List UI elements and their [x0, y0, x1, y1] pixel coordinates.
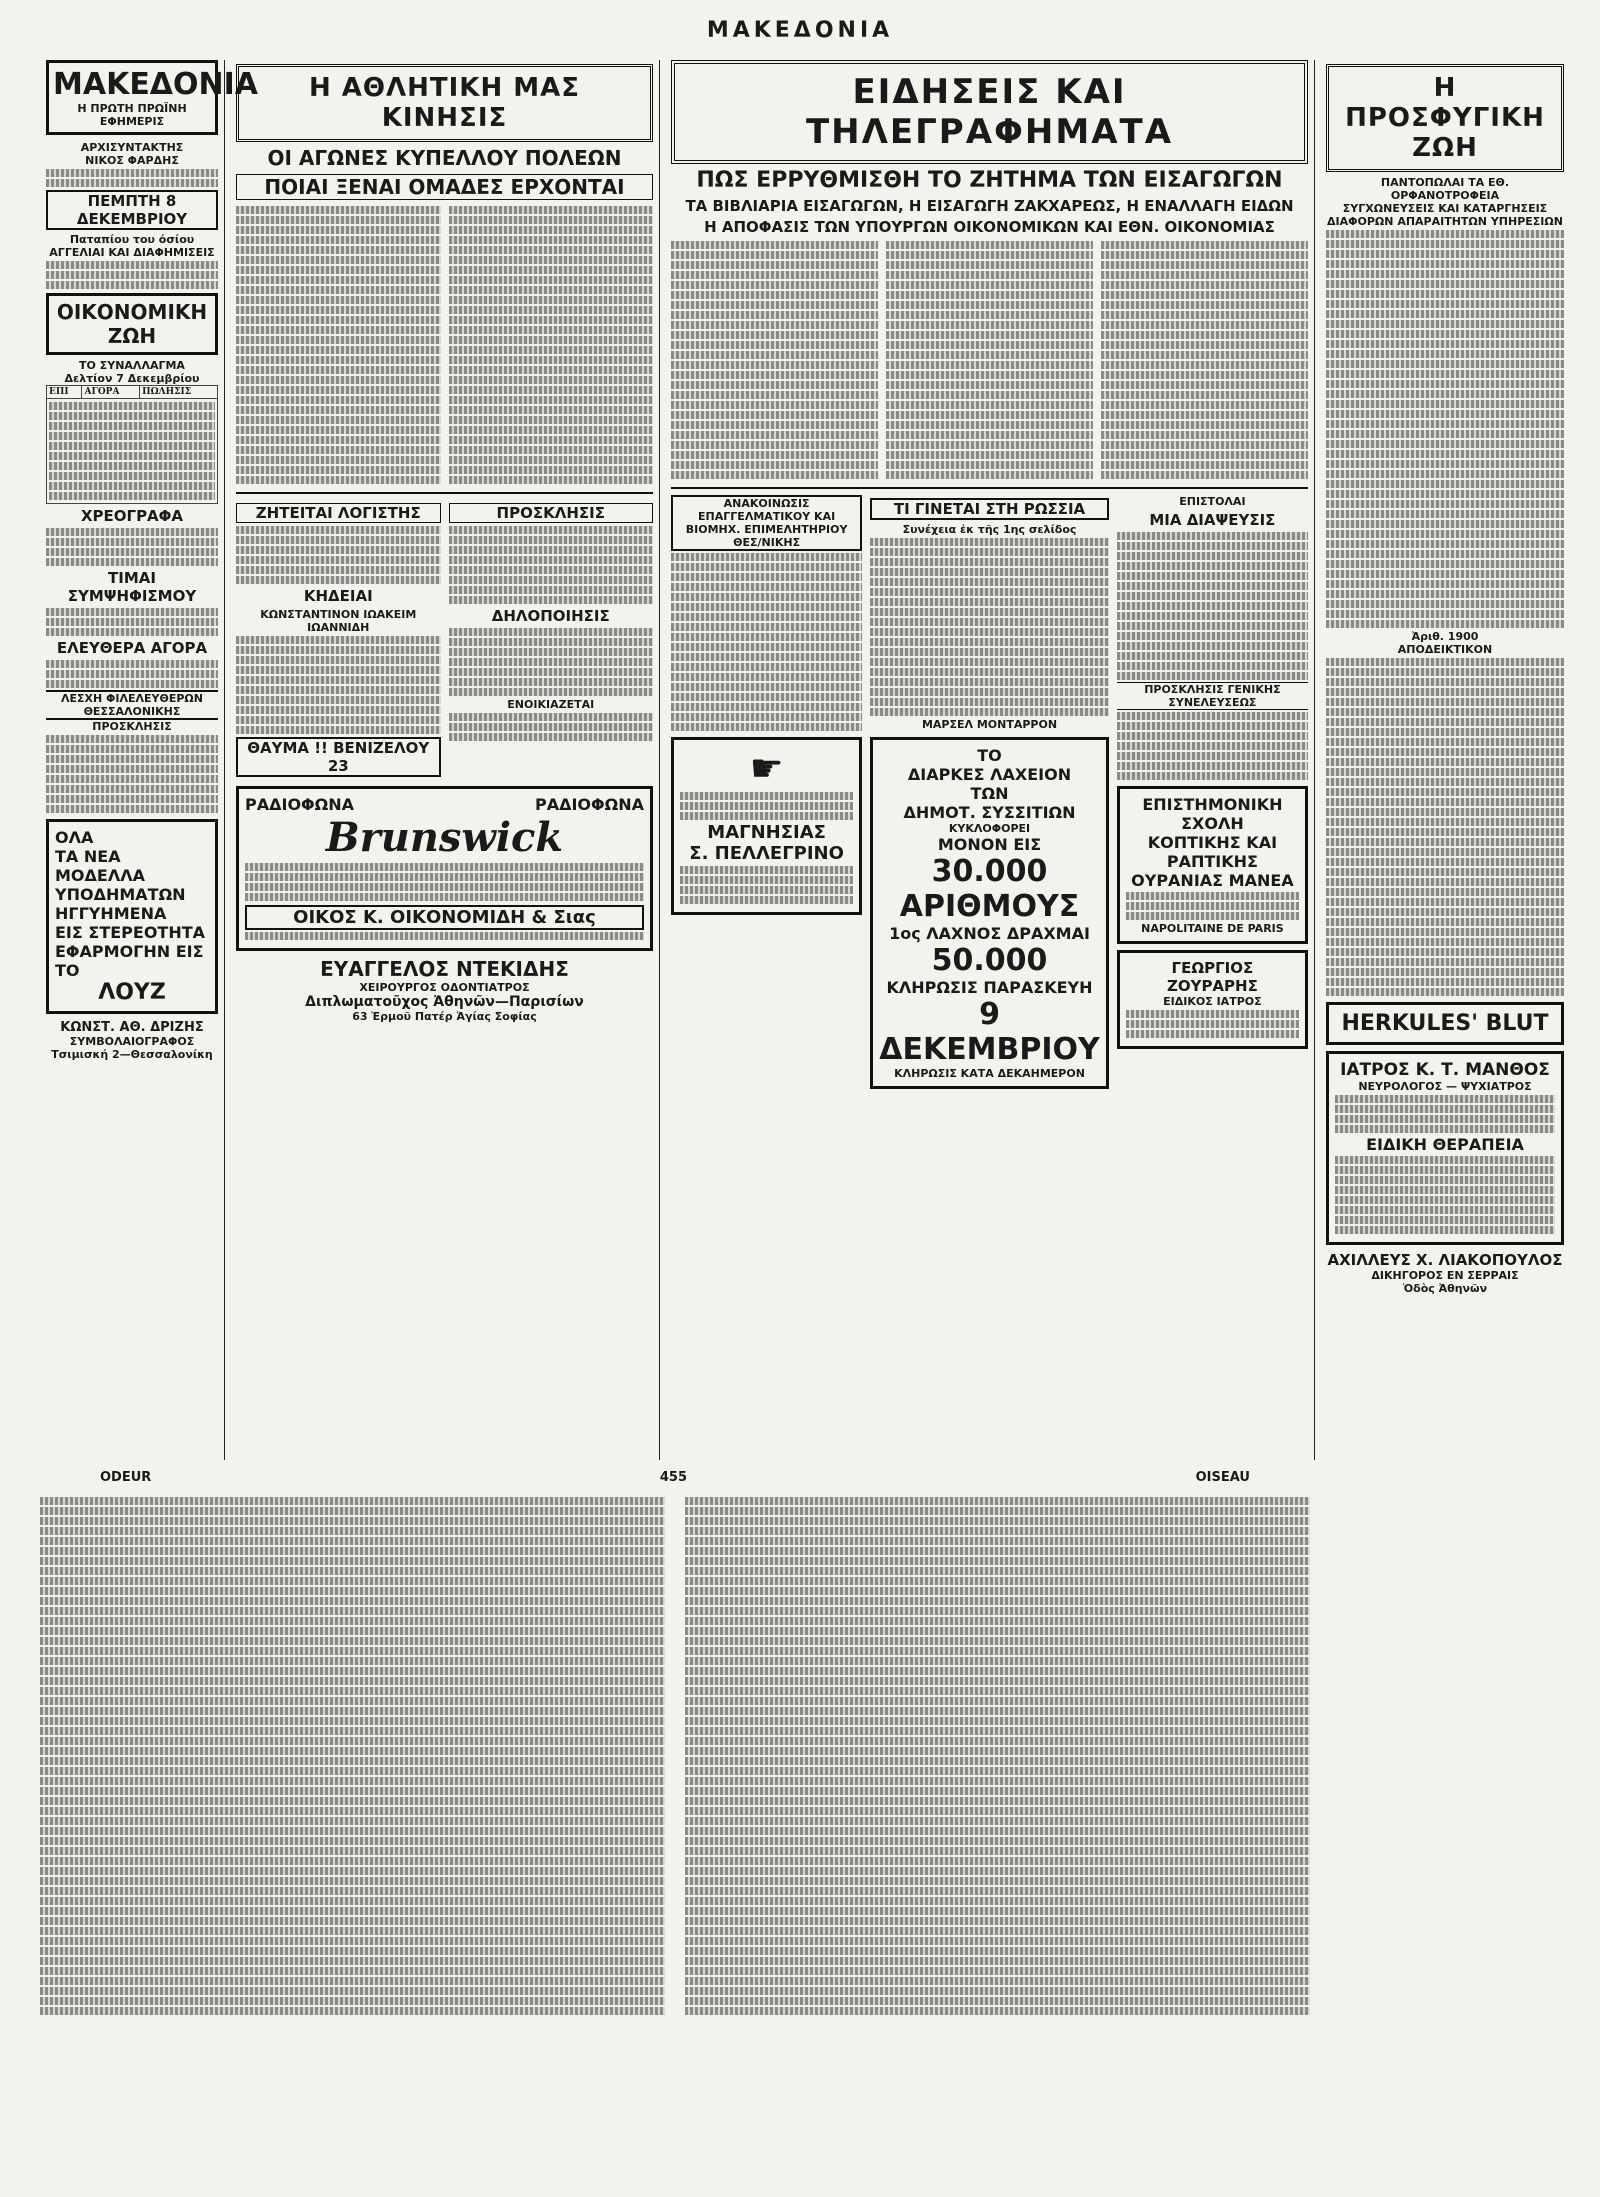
dictionary-page-number: 455 — [659, 1470, 688, 1485]
dictionary-page — [40, 1470, 1310, 2160]
shoe-ad: ΟΛΑ ΤΑ ΝΕΑ ΜΟΔΕΛΛΑ ΥΠΟΔΗΜΑΤΩΝ ΗΓΓΥΗΜΕΝΑ ΕΙΣ ΣΤΕΡΕΟΤΗΤΑ ΕΦΑΡΜΟΓΗΝ ΕΙΣ ΤΟ ΛΟΥΖ — [46, 819, 218, 1014]
news-section-title: ΕΙΔΗΣΕΙΣ ΚΑΙ ΤΗΛΕΓΡΑΦΗΜΑΤΑ — [671, 60, 1308, 164]
sports-section-title: Η ΑΘΛΗΤΙΚΗ ΜΑΣ ΚΙΝΗΣΙΣ — [236, 64, 653, 142]
russia-signature: ΜΑΡΣΕΛ ΜΟΝΤΑΡΡΟΝ — [921, 718, 1058, 731]
wanted-accountant: ΖΗΤΕΙΤΑΙ ΛΟΓΙΣΤΗΣ — [236, 503, 441, 523]
news-decision: Η ΑΠΟΦΑΣΙΣ ΤΩΝ ΥΠΟΥΡΓΩΝ ΟΙΚΟΝΟΜΙΚΩΝ ΚΑΙ ΕΘΝ. ΟΙΚΟΝΟΜΙΑΣ — [704, 218, 1275, 236]
russia-heading: ΤΙ ΓΙΝΕΤΑΙ ΣΤΗ ΡΩΣΣΙΑ — [870, 498, 1109, 520]
radio-firm: ΟΙΚΟΣ Κ. ΟΙΚΟΝΟΜΙΔΗ & Σιας — [245, 905, 644, 930]
dictionary-left-word: ODEUR — [100, 1470, 152, 1485]
bargain-notice: ΘΑΥΜΑ !! ΒΕΝΙΖΕΛΟΥ 23 — [236, 737, 441, 777]
refugee-subheadline: ΣΥΓΧΩΝΕΥΣΕΙΣ ΚΑΙ ΚΑΤΑΡΓΗΣΕΙΣ ΔΙΑΦΟΡΩΝ ΑΠΑΡΑΙΤΗΤΩΝ ΥΠΗΡΕΣΙΩΝ — [1327, 202, 1563, 228]
paper-nameplate — [46, 60, 259, 135]
paper-tagline: Η ΠΡΩΤΗ ΠΡΩΪΝΗ ΕΦΗΜΕΡΙΣ — [77, 102, 187, 128]
statements-heading: ΔΗΛΟΠΟΙΗΣΙΣ — [491, 607, 610, 625]
general-assembly: ΠΡΟΣΚΛΗΣΙΣ ΓΕΝΙΚΗΣ ΣΥΝΕΛΕΥΣΕΩΣ — [1117, 682, 1308, 710]
club-invite: ΠΡΟΣΚΛΗΣΙΣ — [92, 720, 172, 733]
news-subheadline: ΤΑ ΒΙΒΛΙΑΡΙΑ ΕΙΣΑΓΩΓΩΝ, Η ΕΙΣΑΓΩΓΗ ΖΑΚΧΑΡΕΩΣ, Η ΕΝΑΛΛΑΓΗ ΕΙΔΩΝ — [685, 197, 1294, 215]
invite-heading: ΠΡΟΣΚΛΗΣΙΣ — [449, 503, 654, 523]
column-2 — [230, 60, 660, 1460]
lawyer-address: Ὁδὸς Ἀθηνῶν — [1402, 1282, 1488, 1295]
free-market-heading: ΕΛΕΥΘΕΡΑ ΑΓΟΡΑ — [56, 639, 208, 657]
economy-heading: ΟΙΚΟΝΟΜΙΚΗ ΖΩΗ — [46, 293, 218, 355]
notices-heading: ΕΝΟΙΚΙΑΖΕΤΑΙ — [507, 698, 595, 711]
auction-heading: ΑΠΟΔΕΙΚΤΙΚΟΝ — [1397, 643, 1493, 656]
dentist-subtitle: Διπλωματοῦχος Ἀθηνῶν—Παρισίων — [305, 994, 584, 1010]
refugee-headline: ΠΑΝΤΟΠΩΛΑΙ ΤΑ ΕΘ. ΟΡΦΑΝΟΤΡΟΦΕΙΑ — [1380, 176, 1510, 202]
notary-title: ΣΥΜΒΟΛΑΙΟΓΡΑΦΟΣ — [69, 1035, 195, 1048]
saint-day: Παταπίου του όσίου — [69, 233, 195, 246]
column-1 — [40, 60, 259, 1460]
column-3 — [665, 60, 1315, 1460]
masthead: ΜΑΚΕΔΟΝΙΑ — [706, 18, 894, 43]
sports-subheadline: ΠΟΙΑΙ ΞΕΝΑΙ ΟΜΑΔΕΣ ΕΡΧΟΝΤΑΙ — [236, 174, 653, 200]
dictionary-right-word: OISEAU — [1195, 1470, 1250, 1485]
editor-name: ΝΙΚΟΣ ΦΑΡΔΗΣ — [85, 154, 179, 167]
dentist-name: ΕΥΑΓΓΕΛΟΣ ΝΤΕΚΙΔΗΣ — [320, 957, 569, 981]
chamber-notice: ΑΝΑΚΟΙΝΩΣΙΣ ΕΠΑΓΓΕΛΜΑΤΙΚΟΥ ΚΑΙ ΒΙΟΜΗΧ. ΕΠΙΜΕΛΗΤΗΡΙΟΥ ΘΕΣ/ΝΙΚΗΣ — [671, 495, 862, 551]
lottery-ad: ΤΟ ΔΙΑΡΚΕΣ ΛΑΧΕΙΟΝ ΤΩΝ ΔΗΜΟΤ. ΣΥΣΣΙΤΙΩΝ ΚΥΚΛΟΦΟΡΕΙ ΜΟΝΟΝ ΕΙΣ 30.000 ΑΡΙΘΜΟΥΣ 1ος ΛΑΧΝΟΣ ΔΡΑΧΜΑΙ 50.000 ΚΛΗΡΩΣΙΣ ΠΑΡΑΣΚΕΥΗ 9 ΔΕΚΕΜΒΡΙΟΥ ΚΛΗΡΩΣΙΣ ΚΑΤΑ ΔΕΚΑΗΜΕΡΟΝ — [870, 737, 1109, 1089]
fx-table: ΕΠΙ ΑΓΟΡΑ ΠΩΛΗΣΙΣ — [46, 385, 218, 504]
lawyer-name: ΑΧΙΛΛΕΥΣ Χ. ΛΙΑΚΟΠΟΥΛΟΣ — [1327, 1251, 1563, 1269]
paper-name: ΜΑΚΕΔΟΝΙΑ — [53, 67, 259, 102]
ads-heading: ΑΓΓΕΛΙΑΙ ΚΑΙ ΔΙΑΦΗΜΙΣΕΙΣ — [49, 246, 215, 259]
radio-ad: ΡΑΔΙΟΦΩΝΑ ΡΑΔΙΟΦΩΝΑ Brunswick ΟΙΚΟΣ Κ. ΟΙΚΟΝΟΜΙΔΗ & Σιας — [236, 786, 653, 951]
club-heading: ΛΕΣΧΗ ΦΙΛΕΛΕΥΘΕΡΩΝ ΘΕΣΣΑΛΟΝΙΚΗΣ — [46, 690, 218, 720]
news-headline: ΠΩΣ ΕΡΡΥΘΜΙΣΘΗ ΤΟ ΖΗΤΗΜΑ ΤΩΝ ΕΙΣΑΓΩΓΩΝ — [696, 168, 1283, 193]
psychiatrist-ad: ΙΑΤΡΟΣ Κ. Τ. ΜΑΝΘΟΣ ΝΕΥΡΟΛΟΓΟΣ — ΨΥΧΙΑΤΡΟΣ ΕΙΔΙΚΗ ΘΕΡΑΠΕΙΑ — [1326, 1051, 1564, 1245]
fx-heading: ΤΟ ΣΥΝΑΛΛΑΓΜΑ — [79, 359, 185, 372]
denial-heading: ΜΙΑ ΔΙΑΨΕΥΣΙΣ — [1149, 511, 1276, 529]
funerals-heading: ΚΗΔΕΙΑΙ — [303, 587, 373, 605]
russia-sub: Συνέχεια ἐκ τῆς 1ης σελίδος — [902, 523, 1077, 536]
letters-heading: ΕΠΙΣΤΟΛΑΙ — [1179, 495, 1246, 508]
dentist-address: 63 Ἑρμοῦ Πατέρ Ἁγίας Σοφίας — [352, 1010, 537, 1023]
notice-year: Ἀριθ. 1900 — [1411, 630, 1479, 643]
sports-headline: ΟΙ ΑΓΩΝΕΣ ΚΥΠΕΛΛΟΥ ΠΟΛΕΩΝ — [267, 146, 622, 170]
sewing-school-ad: ΕΠΙΣΤΗΜΟΝΙΚΗ ΣΧΟΛΗ ΚΟΠΤΙΚΗΣ ΚΑΙ ΡΑΠΤΙΚΗΣ ΟΥΡΑΝΙΑΣ ΜΑΝΕΑ NAPOLITAINE DE PARIS — [1117, 786, 1308, 944]
editor-title: ΑΡΧΙΣΥΝΤΑΚΤΗΣ — [80, 141, 184, 154]
issue-date: ΠΕΜΠΤΗ 8 ΔΕΚΕΜΒΡΙΟΥ — [46, 190, 218, 230]
mineral-water-ad: ☛ ΜΑΓΝΗΣΙΑΣ Σ. ΠΕΛΛΕΓΡΙΝΟ — [671, 737, 862, 915]
dentist-title: ΧΕΙΡΟΥΡΓΟΣ ΟΔΟΝΤΙΑΤΡΟΣ — [359, 981, 530, 994]
ent-doctor-ad: ΓΕΩΡΓΙΟΣ ΖΟΥΡΑΡΗΣ ΕΙΔΙΚΟΣ ΙΑΤΡΟΣ — [1117, 950, 1308, 1049]
refugee-section-title: Η ΠΡΟΣΦΥΓΙΚΗ ΖΩΗ — [1326, 64, 1564, 172]
column-4 — [1320, 60, 1570, 2170]
notary-name: ΚΩΝΣΤ. ΑΘ. ΔΡΙΖΗΣ — [60, 1020, 204, 1035]
fx-date: Δελτίον 7 Δεκεμβρίου — [64, 372, 200, 385]
clearing-heading: ΤΙΜΑΙ ΣΥΜΨΗΦΙΣΜΟΥ — [67, 569, 197, 605]
notary-address: Τσιμισκή 2—Θεσσαλονίκη — [51, 1048, 213, 1061]
deceased-name: ΚΩΝΣΤΑΝΤΙΝΟΝ ΙΩΑΚΕΙΜ ΙΩΑΝΝΙΔΗ — [260, 608, 417, 634]
bonds-heading: ΧΡΕΟΓΡΑΦΑ — [80, 507, 184, 525]
herkules-ad: HERKULES' BLUT — [1326, 1002, 1564, 1045]
lawyer-title: ΔΙΚΗΓΟΡΟΣ ΕΝ ΣΕΡΡΑΙΣ — [1371, 1269, 1519, 1282]
brunswick-logo: Brunswick — [325, 814, 564, 861]
